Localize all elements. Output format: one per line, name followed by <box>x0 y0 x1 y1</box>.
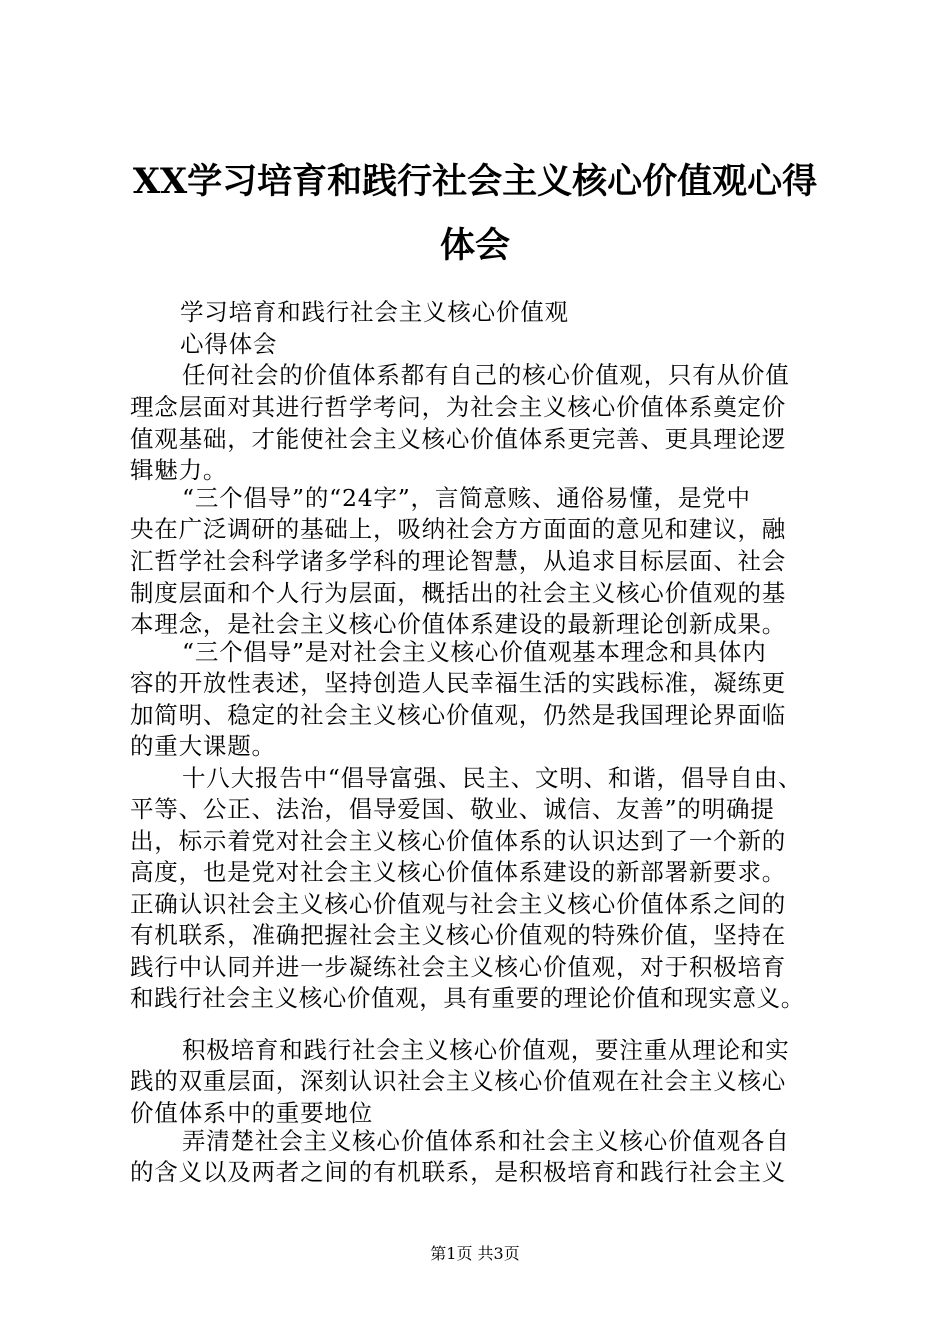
body-line: 任何社会的价值体系都有自己的核心价值观，只有从价值 <box>182 361 790 389</box>
body-line: 的含义以及两者之间的有机联系，是积极培育和践行社会主义 <box>130 1158 787 1186</box>
body-line: 汇哲学社会科学诸多学科的理论智慧，从追求目标层面、社会 <box>130 547 787 575</box>
body-line: 学习培育和践行社会主义核心价值观 <box>180 298 569 326</box>
body-line: 的重大课题。 <box>130 732 276 760</box>
body-line: 平等、公正、法治，倡导爱国、敬业、诚信、友善”的明确提 <box>130 795 775 823</box>
body-line: 理念层面对其进行哲学考问，为社会主义核心价值体系奠定价 <box>130 393 787 421</box>
body-line: 高度，也是党对社会主义核心价值体系建设的新部署新要求。 <box>130 858 787 886</box>
body-line: 和践行社会主义核心价值观，具有重要的理论价值和现实意义。 <box>130 984 805 1012</box>
body-line: 有机联系，准确把握社会主义核心价值观的特殊价值，坚持在 <box>130 921 787 949</box>
body-line: 积极培育和践行社会主义核心价值观，要注重从理论和实 <box>182 1036 790 1064</box>
document-title-line-1: XX学习培育和践行社会主义核心价值观心得 <box>132 161 818 202</box>
body-line: 值观基础，才能使社会主义核心价值体系更完善、更具理论逻 <box>130 425 787 453</box>
body-line: 出，标示着党对社会主义核心价值体系的认识达到了一个新的 <box>130 827 787 855</box>
body-line: 容的开放性表述，坚持创造人民幸福生活的实践标准，凝练更 <box>130 669 787 697</box>
body-line: 弄清楚社会主义核心价值体系和社会主义核心价值观各自 <box>182 1127 790 1155</box>
body-line: “三个倡导”是对社会主义核心价值观基本理念和具体内 <box>182 638 767 666</box>
body-line: 制度层面和个人行为层面，概括出的社会主义核心价值观的基 <box>130 579 787 607</box>
body-line: 十八大报告中“倡导富强、民主、文明、和谐，倡导自由、 <box>182 764 803 792</box>
body-line: 央在广泛调研的基础上，吸纳社会方方面面的意见和建议，融 <box>130 515 787 543</box>
body-line: “三个倡导”的“24字”，言简意赅、通俗易懂，是党中 <box>182 484 751 512</box>
body-line: 价值体系中的重要地位 <box>130 1099 373 1127</box>
body-line: 正确认识社会主义核心价值观与社会主义核心价值体系之间的 <box>130 890 787 918</box>
document-title-line-2: 体会 <box>439 225 510 266</box>
body-line: 践的双重层面，深刻认识社会主义核心价值观在社会主义核心 <box>130 1067 787 1095</box>
body-line: 本理念，是社会主义核心价值体系建设的最新理论创新成果。 <box>130 610 787 638</box>
body-line: 加简明、稳定的社会主义核心价值观，仍然是我国理论界面临 <box>130 701 787 729</box>
body-line: 践行中认同并进一步凝练社会主义核心价值观，对于积极培育 <box>130 953 787 981</box>
body-line: 辑魅力。 <box>130 456 228 484</box>
body-line: 心得体会 <box>180 330 278 358</box>
page-number: 第1页 共3页 <box>430 1244 520 1263</box>
